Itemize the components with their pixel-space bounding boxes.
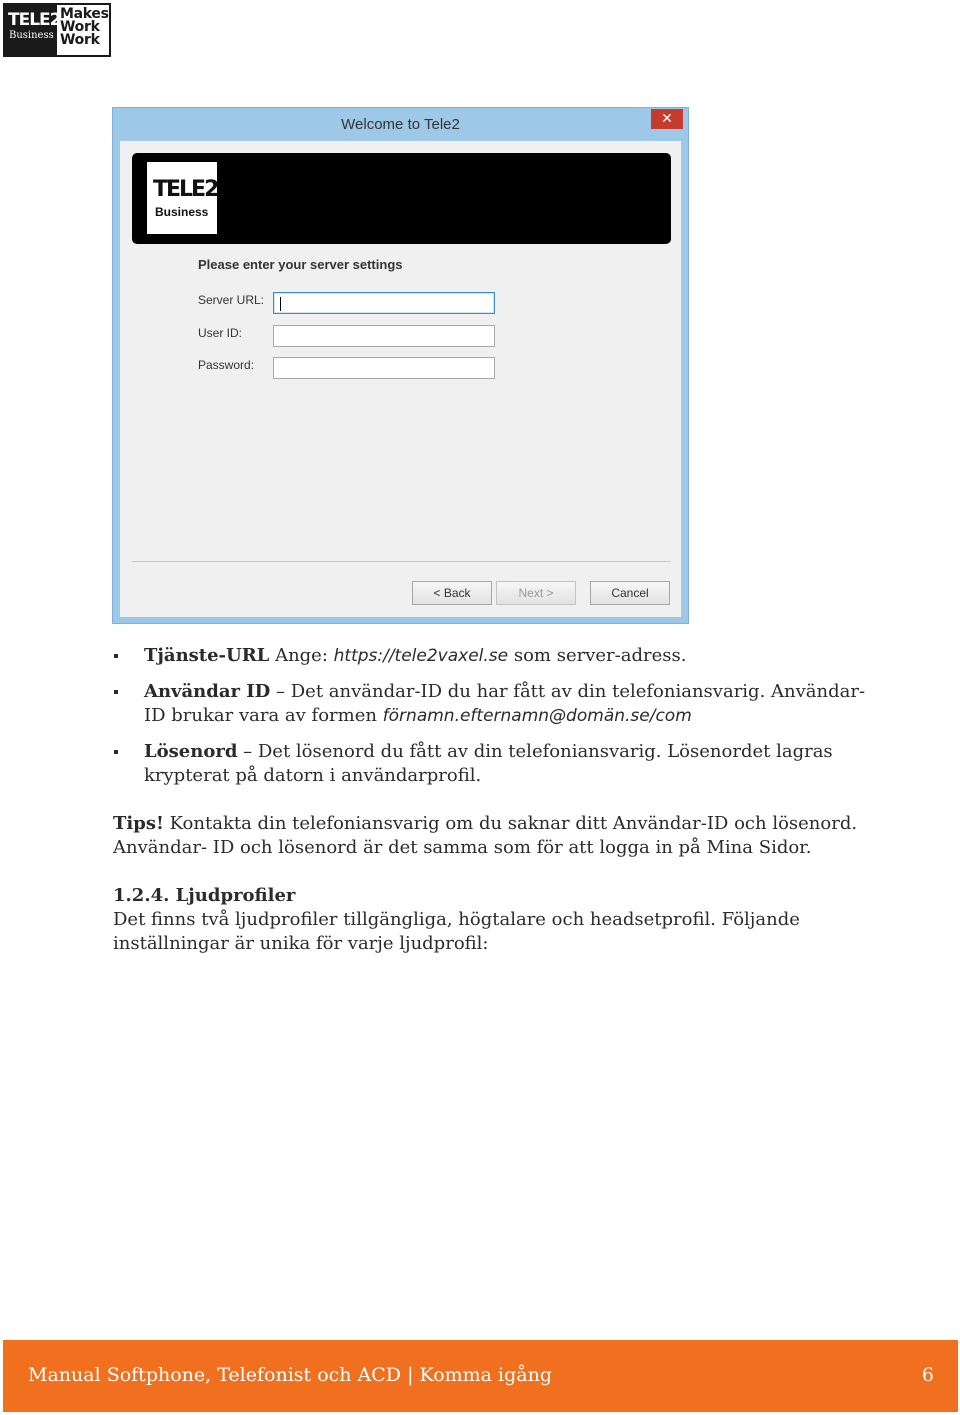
divider — [132, 561, 671, 562]
tips-line-1: Kontakta din telefoniansvarig om du saknar ditt Användar-ID och lösenord. — [163, 813, 858, 834]
back-button[interactable]: < Back — [412, 581, 492, 605]
list-item — [113, 644, 873, 668]
bullet-term: Lösenord — [144, 741, 238, 762]
bullet-text: som server-adress. — [508, 645, 687, 666]
dialog-client-area — [120, 141, 681, 617]
bullet-icon — [114, 690, 118, 694]
server-url-field[interactable] — [273, 292, 495, 314]
tele2-logo-mark — [3, 3, 61, 57]
page-footer — [3, 1340, 958, 1412]
password-field[interactable] — [273, 357, 495, 379]
settings-bullet-list — [113, 644, 873, 800]
slogan-line: Makes — [60, 6, 109, 22]
user-id-label: User ID: — [198, 326, 243, 340]
cancel-button[interactable]: Cancel — [590, 581, 670, 605]
logo-sub-text: Business — [9, 30, 54, 41]
banner-logo — [147, 162, 217, 234]
bullet-term: Användar ID — [144, 681, 271, 702]
tips-paragraph — [113, 812, 893, 860]
slogan-line: Work — [60, 19, 100, 35]
next-button[interactable]: Next > — [496, 581, 576, 605]
welcome-dialog — [112, 107, 689, 624]
section-heading: 1.2.4. Ljudprofiler — [113, 885, 296, 906]
tips-label: Tips! — [113, 813, 164, 834]
dialog-title: Welcome to Tele2 — [341, 116, 460, 133]
close-button[interactable]: ✕ — [651, 109, 683, 129]
slogan-box — [55, 3, 111, 57]
logo-main-text: TELE2 — [8, 10, 61, 30]
section-line-2: inställningar är unika för varje ljudprofil: — [113, 933, 489, 954]
page-number: 6 — [921, 1364, 934, 1386]
settings-heading: Please enter your server settings — [198, 257, 403, 272]
banner-logo-main: TELE2 — [153, 177, 218, 202]
section-line-1: Det finns två ljudprofiler tillgängliga, högtalare och headsetprofil. Följande — [113, 909, 800, 930]
bullet-text: – Det lösenord du fått av din telefoniansvarig. Lösenordet lagras krypterat på datorn i användarprofil. — [144, 741, 833, 786]
list-item — [113, 740, 873, 788]
password-label: Password: — [198, 358, 255, 372]
text-caret — [280, 297, 281, 311]
bullet-text: Ange: — [269, 645, 334, 666]
bullet-example: förnamn.efternamn@domän.se/com — [382, 706, 692, 726]
section-ljudprofiler — [113, 884, 893, 956]
user-id-field[interactable] — [273, 325, 495, 347]
bullet-url: https://tele2vaxel.se — [333, 646, 509, 666]
bullet-term: Tjänste-URL — [144, 645, 270, 666]
dialog-banner — [132, 153, 671, 244]
list-item — [113, 680, 873, 728]
bullet-icon — [114, 654, 118, 658]
tele2-business-logo — [3, 3, 111, 57]
server-url-label: Server URL: — [198, 293, 265, 307]
bullet-text: – Det användar-ID du har fått av din telefoniansvarig. Användar-ID brukar vara av formen — [144, 681, 866, 726]
footer-title: Manual Softphone, Telefonist och ACD | Komma igång — [28, 1364, 553, 1386]
banner-logo-sub: Business — [155, 205, 209, 219]
bullet-icon — [114, 750, 118, 754]
tips-line-2: Användar- ID och lösenord är det samma som för att logga in på Mina Sidor. — [113, 837, 812, 858]
slogan-line: Work — [60, 32, 100, 48]
